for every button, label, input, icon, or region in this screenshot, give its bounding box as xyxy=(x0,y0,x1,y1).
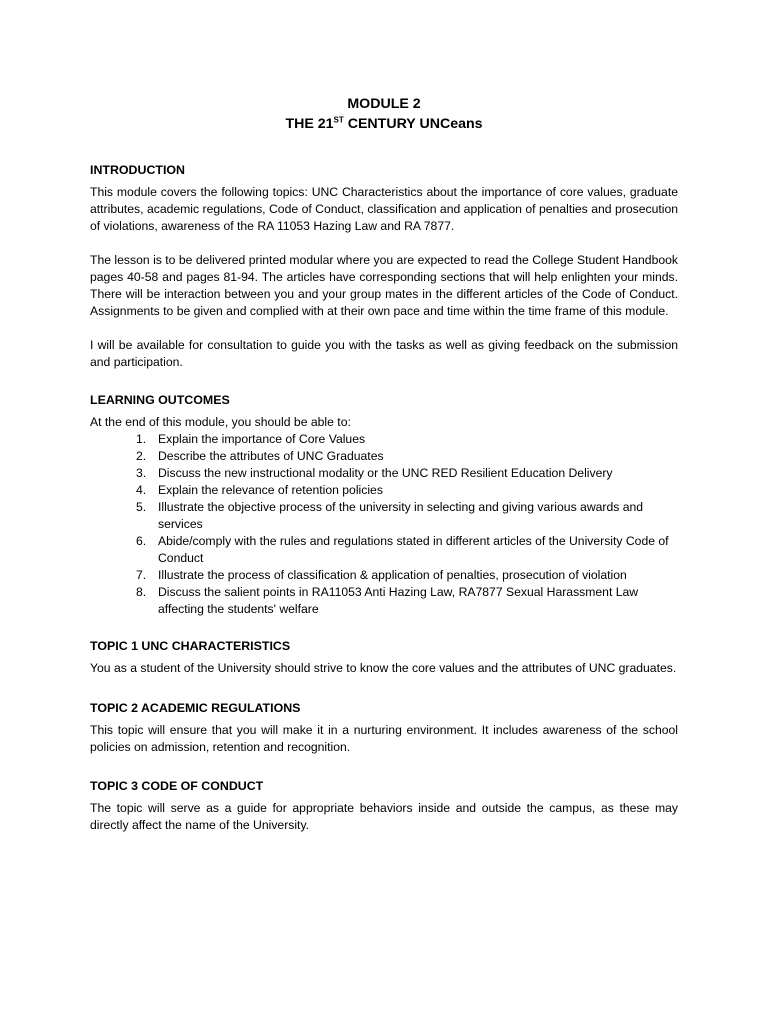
introduction-paragraph-3: I will be available for consultation to guide you with the tasks as well as giving feedback on the submission and participation. xyxy=(90,338,678,369)
topic-3-text: The topic will serve as a guide for appropriate behaviors inside and outside the campus, as these may directly affect the name of the University. xyxy=(90,801,678,832)
list-item: 1. Explain the importance of Core Values xyxy=(136,432,366,446)
module-number: MODULE 2 xyxy=(347,96,421,112)
topic-3-heading: TOPIC 3 CODE OF CONDUCT xyxy=(90,779,264,793)
learning-outcomes-list xyxy=(90,431,678,618)
list-item: 3. Discuss the new instructional modality or the UNC RED Resilient Education Delivery xyxy=(136,466,613,480)
topic-1-text: You as a student of the University should strive to know the core values and the attributes of UNC graduates. xyxy=(90,661,677,675)
learning-outcomes-heading: LEARNING OUTCOMES xyxy=(90,393,230,407)
introduction-paragraph-2: The lesson is to be delivered printed modular where you are expected to read the College Student Handbook pages 40-58 and pages 81-94. The articles have corresponding sections that will help enlighten your minds. There will be interaction between you and your group mates in the different articles of the Code of Conduct. Assignments to be given and complied with at their own pace and time within the time frame of this module. xyxy=(90,253,678,318)
list-item: 2. Describe the attributes of UNC Graduates xyxy=(136,449,384,463)
list-item: 8. Discuss the salient points in RA11053 Anti Hazing Law, RA7877 Sexual Harassment Law affecting the students' welfare xyxy=(136,585,639,616)
introduction-heading: INTRODUCTION xyxy=(90,163,185,177)
topic-1-heading: TOPIC 1 UNC CHARACTERISTICS xyxy=(90,639,291,653)
topic-2-heading: TOPIC 2 ACADEMIC REGULATIONS xyxy=(90,701,301,715)
introduction-paragraph-1: This module covers the following topics: UNC Characteristics about the importance of core values, graduate attributes, academic regulations, Code of Conduct, classification and application of penalties and prosecution of violations, awareness of the RA 11053 Hazing Law and RA 7877. xyxy=(90,185,678,233)
list-item: 4. Explain the relevance of retention policies xyxy=(136,483,383,497)
list-item: 6. Abide/comply with the rules and regulations stated in different articles of the University Code of Conduct xyxy=(136,534,669,565)
learning-outcomes-intro: At the end of this module, you should be able to: xyxy=(90,415,351,429)
list-item: 7. Illustrate the process of classification & application of penalties, prosecution of violation xyxy=(136,568,627,582)
document-page xyxy=(90,94,678,834)
module-subtitle: THE 21ST CENTURY UNCeans xyxy=(285,115,483,132)
topic-2-text: This topic will ensure that you will make it in a nurturing environment. It includes awareness of the school policies on admission, retention and recognition. xyxy=(90,723,678,754)
module-title xyxy=(90,94,678,134)
list-item: 5. Illustrate the objective process of the university in selecting and giving various awards and services xyxy=(136,500,644,531)
